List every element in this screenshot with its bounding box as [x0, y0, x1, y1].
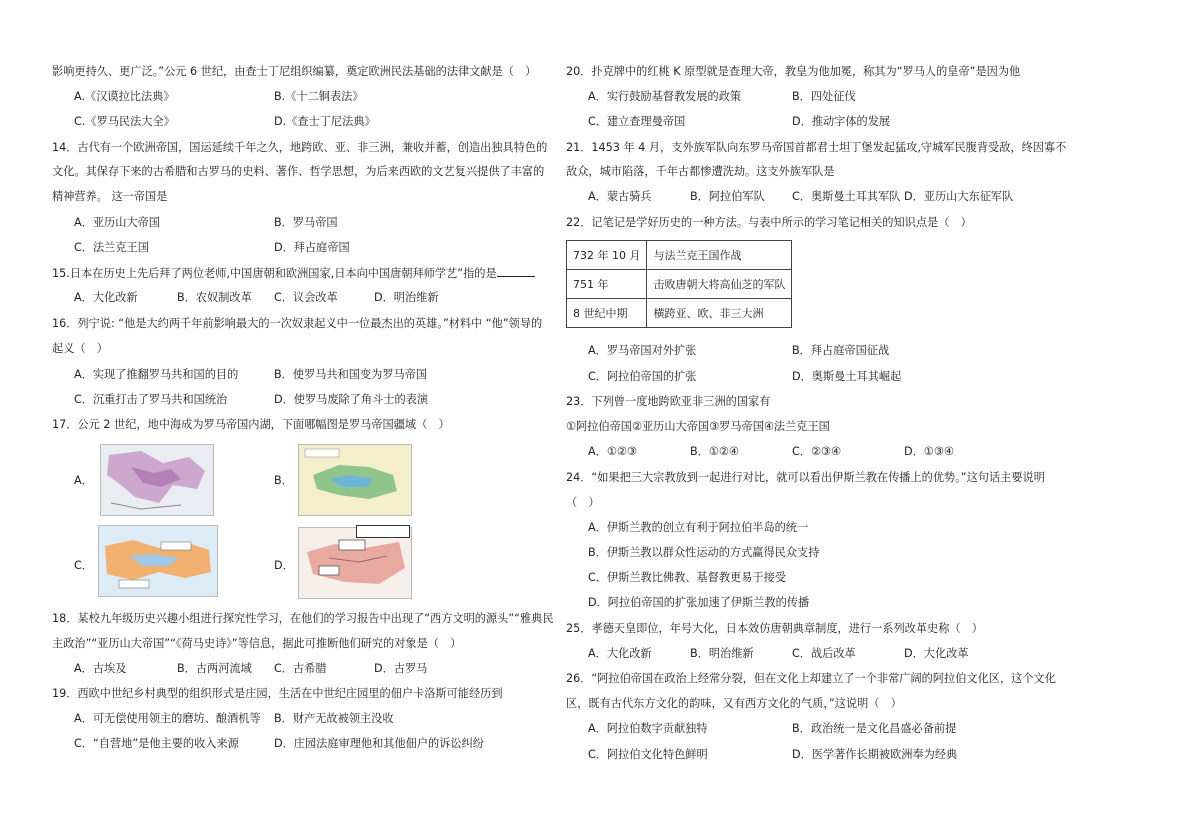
map-a-svg — [101, 445, 213, 515]
q21-option-a[interactable]: A．蒙古骑兵 — [588, 190, 652, 203]
q16-option-d[interactable]: D．使罗马废除了角斗士的表演 — [274, 393, 429, 406]
q21-option-c[interactable]: C．奥斯曼土耳其军队 — [792, 190, 901, 203]
table-row — [567, 270, 792, 299]
q13-option-c[interactable]: C.《罗马民法大全》 — [74, 115, 175, 128]
q13-option-a[interactable]: A.《汉谟拉比法典》 — [74, 90, 175, 103]
q20-option-a[interactable]: A．实行鼓励基督教发展的政策 — [588, 90, 742, 103]
q23-option-b[interactable]: B．①②④ — [690, 445, 739, 458]
q15-stem — [52, 265, 535, 282]
q24-option-b[interactable]: B．伊斯兰教以群众性运动的方式赢得民众支持 — [588, 546, 820, 559]
q16-stem-line-1: 16．列宁说: “他是大约两千年前影响最大的一次奴隶起义中一位最杰出的英雄。”材料中 “他”领导的 — [52, 317, 543, 330]
q19-option-b[interactable]: B．财产无故被领主没收 — [274, 712, 394, 725]
q14-stem-line-1: 14．古代有一个欧洲帝国，国运延续千年之久，地跨欧、亚、非三洲，兼收并蓄，创造出独具特色的 — [52, 141, 548, 154]
answer-blank[interactable] — [497, 265, 535, 277]
table-cell-event: 击败唐朝大将高仙芝的军队 — [647, 270, 792, 299]
q24-option-c[interactable]: C．伊斯兰教比佛教、基督教更易于接受 — [588, 571, 787, 584]
q15-option-c[interactable]: C．议会改革 — [274, 291, 338, 304]
q15-option-a[interactable]: A．大化改新 — [74, 291, 138, 304]
q16-option-c[interactable]: C．沉重打击了罗马共和国统治 — [74, 393, 228, 406]
q14-option-b[interactable]: B．罗马帝国 — [274, 216, 338, 229]
q22-stem: 22．记笔记是学好历史的一种方法。与表中所示的学习笔记相关的知识点是（ ） — [566, 216, 972, 229]
q14-option-c[interactable]: C．法兰克王国 — [74, 241, 149, 254]
q22-option-a[interactable]: A．罗马帝国对外扩张 — [588, 344, 697, 357]
q18-option-d[interactable]: D．古罗马 — [374, 662, 428, 675]
q19-option-d[interactable]: D．庄园法庭审理他和其他佃户的诉讼纠纷 — [274, 737, 484, 750]
q20-option-b[interactable]: B．四处征伐 — [792, 90, 856, 103]
map-a-image[interactable] — [100, 444, 214, 516]
q18-stem-line-2: 主政治”“亚历山大帝国”“《荷马史诗》”等信息，据此可推断他们研究的对象是（ ） — [52, 637, 462, 650]
q26-option-d[interactable]: D．医学著作长期被欧洲奉为经典 — [792, 748, 958, 761]
q20-option-d[interactable]: D．推动字体的发展 — [792, 115, 891, 128]
q14-stem-line-2: 文化。其保存下来的古希腊和古罗马的史料、著作、哲学思想，为后来西欧的文艺复兴提供了丰富的 — [52, 165, 545, 178]
q16-option-b[interactable]: B．使罗马共和国变为罗马帝国 — [274, 368, 428, 381]
q24-option-a[interactable]: A．伊斯兰教的创立有利于阿拉伯半岛的统一 — [588, 521, 809, 534]
q21-option-b[interactable]: B．阿拉伯军队 — [690, 190, 765, 203]
q17-option-b[interactable]: B． — [274, 474, 293, 487]
q23-option-d[interactable]: D．①③④ — [904, 445, 954, 458]
table-cell-date: 8 世纪中期 — [567, 299, 647, 328]
q17-stem: 17．公元 2 世纪，地中海成为罗马帝国内湖，下面哪幅图是罗马帝国疆域（ ） — [52, 418, 450, 431]
q25-option-d[interactable]: D．大化改革 — [904, 647, 969, 660]
q19-option-c[interactable]: C．“自营地”是他主要的收入来源 — [74, 737, 239, 750]
study-notes-table — [566, 240, 792, 328]
q22-option-c[interactable]: C．阿拉伯帝国的扩张 — [588, 370, 697, 383]
q18-stem-line-1: 18．某校九年级历史兴趣小组进行探究性学习，在他们的学习报告中出现了“西方文明的源头”“雅典民 — [52, 612, 554, 625]
q21-stem-line-2: 敌众，城市陷落，千年古都惨遭洗劫。这支外族军队是 — [566, 165, 835, 178]
q22-option-d[interactable]: D．奥斯曼土耳其崛起 — [792, 370, 902, 383]
q25-option-b[interactable]: B．明治维新 — [690, 647, 754, 660]
q13-option-b[interactable]: B.《十二铜表法》 — [274, 90, 364, 103]
q26-option-a[interactable]: A．阿拉伯数字贡献独特 — [588, 722, 708, 735]
map-d-svg — [299, 528, 411, 598]
q18-option-c[interactable]: C．古希腊 — [274, 662, 327, 675]
q20-stem: 20．扑克牌中的红桃 K 原型就是查理大帝，教皇为他加冕，称其为“罗马人的皇帝”是因为他 — [566, 65, 1021, 78]
q16-option-a[interactable]: A．实现了推翻罗马共和国的目的 — [74, 368, 239, 381]
q17-option-a[interactable]: A． — [74, 474, 93, 487]
map-c-image[interactable] — [98, 525, 218, 597]
q19-option-a[interactable]: A．可无偿使用领主的磨坊、酿酒机等 — [74, 712, 261, 725]
q26-option-c[interactable]: C．阿拉伯文化特色鲜明 — [588, 748, 708, 761]
q15-stem-text: 15.日本在历史上先后拜了两位老师,中国唐朝和欧洲国家,日本向中国唐朝拜师学艺”指的是 — [52, 267, 497, 280]
q22-option-b[interactable]: B．拜占庭帝国征战 — [792, 344, 890, 357]
q23-stem: 23．下列曾一度地跨欧亚非三洲的国家有 — [566, 395, 771, 408]
q26-option-b[interactable]: B．政治统一是文化昌盛必备前提 — [792, 722, 957, 735]
table-row — [567, 299, 792, 328]
q14-option-d[interactable]: D．拜占庭帝国 — [274, 241, 350, 254]
q23-option-c[interactable]: C．②③④ — [792, 445, 842, 458]
q14-stem-line-3: 精神营养。 这一帝国是 — [52, 190, 168, 203]
q18-option-a[interactable]: A．古埃及 — [74, 662, 127, 675]
q25-option-a[interactable]: A．大化改新 — [588, 647, 652, 660]
q13-option-d[interactable]: D.《查士丁尼法典》 — [274, 115, 376, 128]
q25-option-c[interactable]: C．战后改革 — [792, 647, 856, 660]
q26-stem-line-1: 26．“阿拉伯帝国在政治上经常分裂，但在文化上却建立了一个非常广阔的阿拉伯文化区，这个文化 — [566, 672, 1056, 685]
q23-option-a[interactable]: A．①②③ — [588, 445, 637, 458]
q13-stem: 影响更持久、更广泛。”公元 6 世纪，由查士丁尼组织编纂，奠定欧洲民法基础的法律文献是（ ） — [52, 65, 537, 78]
table-row — [567, 241, 792, 270]
table-cell-date: 732 年 10 月 — [567, 241, 647, 270]
q23-items: ①阿拉伯帝国②亚历山大帝国③罗马帝国④法兰克王国 — [566, 420, 830, 433]
q17-option-d[interactable]: D． — [274, 559, 294, 572]
q24-option-d[interactable]: D．阿拉伯帝国的扩张加速了伊斯兰教的传播 — [588, 596, 810, 609]
table-cell-date: 751 年 — [567, 270, 647, 299]
map-b-svg — [299, 445, 411, 515]
q15-option-d[interactable]: D．明治维新 — [374, 291, 439, 304]
q26-stem-line-2: 区，既有古代东方文化的韵味，又有西方文化的气质，”这说明（ ） — [566, 697, 902, 710]
q25-stem: 25．孝德天皇即位，年号大化，日本效仿唐朝典章制度，进行一系列改革史称（ ） — [566, 622, 983, 635]
table-cell-event: 横跨亚、欧、非三大洲 — [647, 299, 792, 328]
q21-option-d[interactable]: D．亚历山大东征军队 — [904, 190, 1014, 203]
q16-stem-line-2: 起义（ ） — [52, 342, 108, 355]
table-cell-event: 与法兰克王国作战 — [647, 241, 792, 270]
q21-stem-line-1: 21．1453 年 4 月，支外族军队向东罗马帝国首都君士坦丁堡发起猛攻,守城军民腹背受敌，终因寡不 — [566, 141, 1067, 154]
q17-option-c[interactable]: C． — [74, 559, 93, 572]
q15-option-b[interactable]: B．农奴制改革 — [177, 291, 252, 304]
q19-stem: 19．西欧中世纪乡村典型的组织形式是庄园，生活在中世纪庄园里的佃户卡洛斯可能经历到 — [52, 687, 503, 700]
map-c-svg — [99, 526, 217, 596]
q18-option-b[interactable]: B．古两河流域 — [177, 662, 252, 675]
q14-option-a[interactable]: A．亚历山大帝国 — [74, 216, 160, 229]
map-b-image[interactable] — [298, 444, 412, 516]
q24-stem-line-2: （ ） — [566, 496, 600, 509]
map-d-label-box — [356, 525, 410, 538]
q20-option-c[interactable]: C．建立查理曼帝国 — [588, 115, 686, 128]
q24-stem-line-1: 24．“如果把三大宗教放到一起进行对比，就可以看出伊斯兰教在传播上的优势。”这句话主要说明 — [566, 471, 1045, 484]
